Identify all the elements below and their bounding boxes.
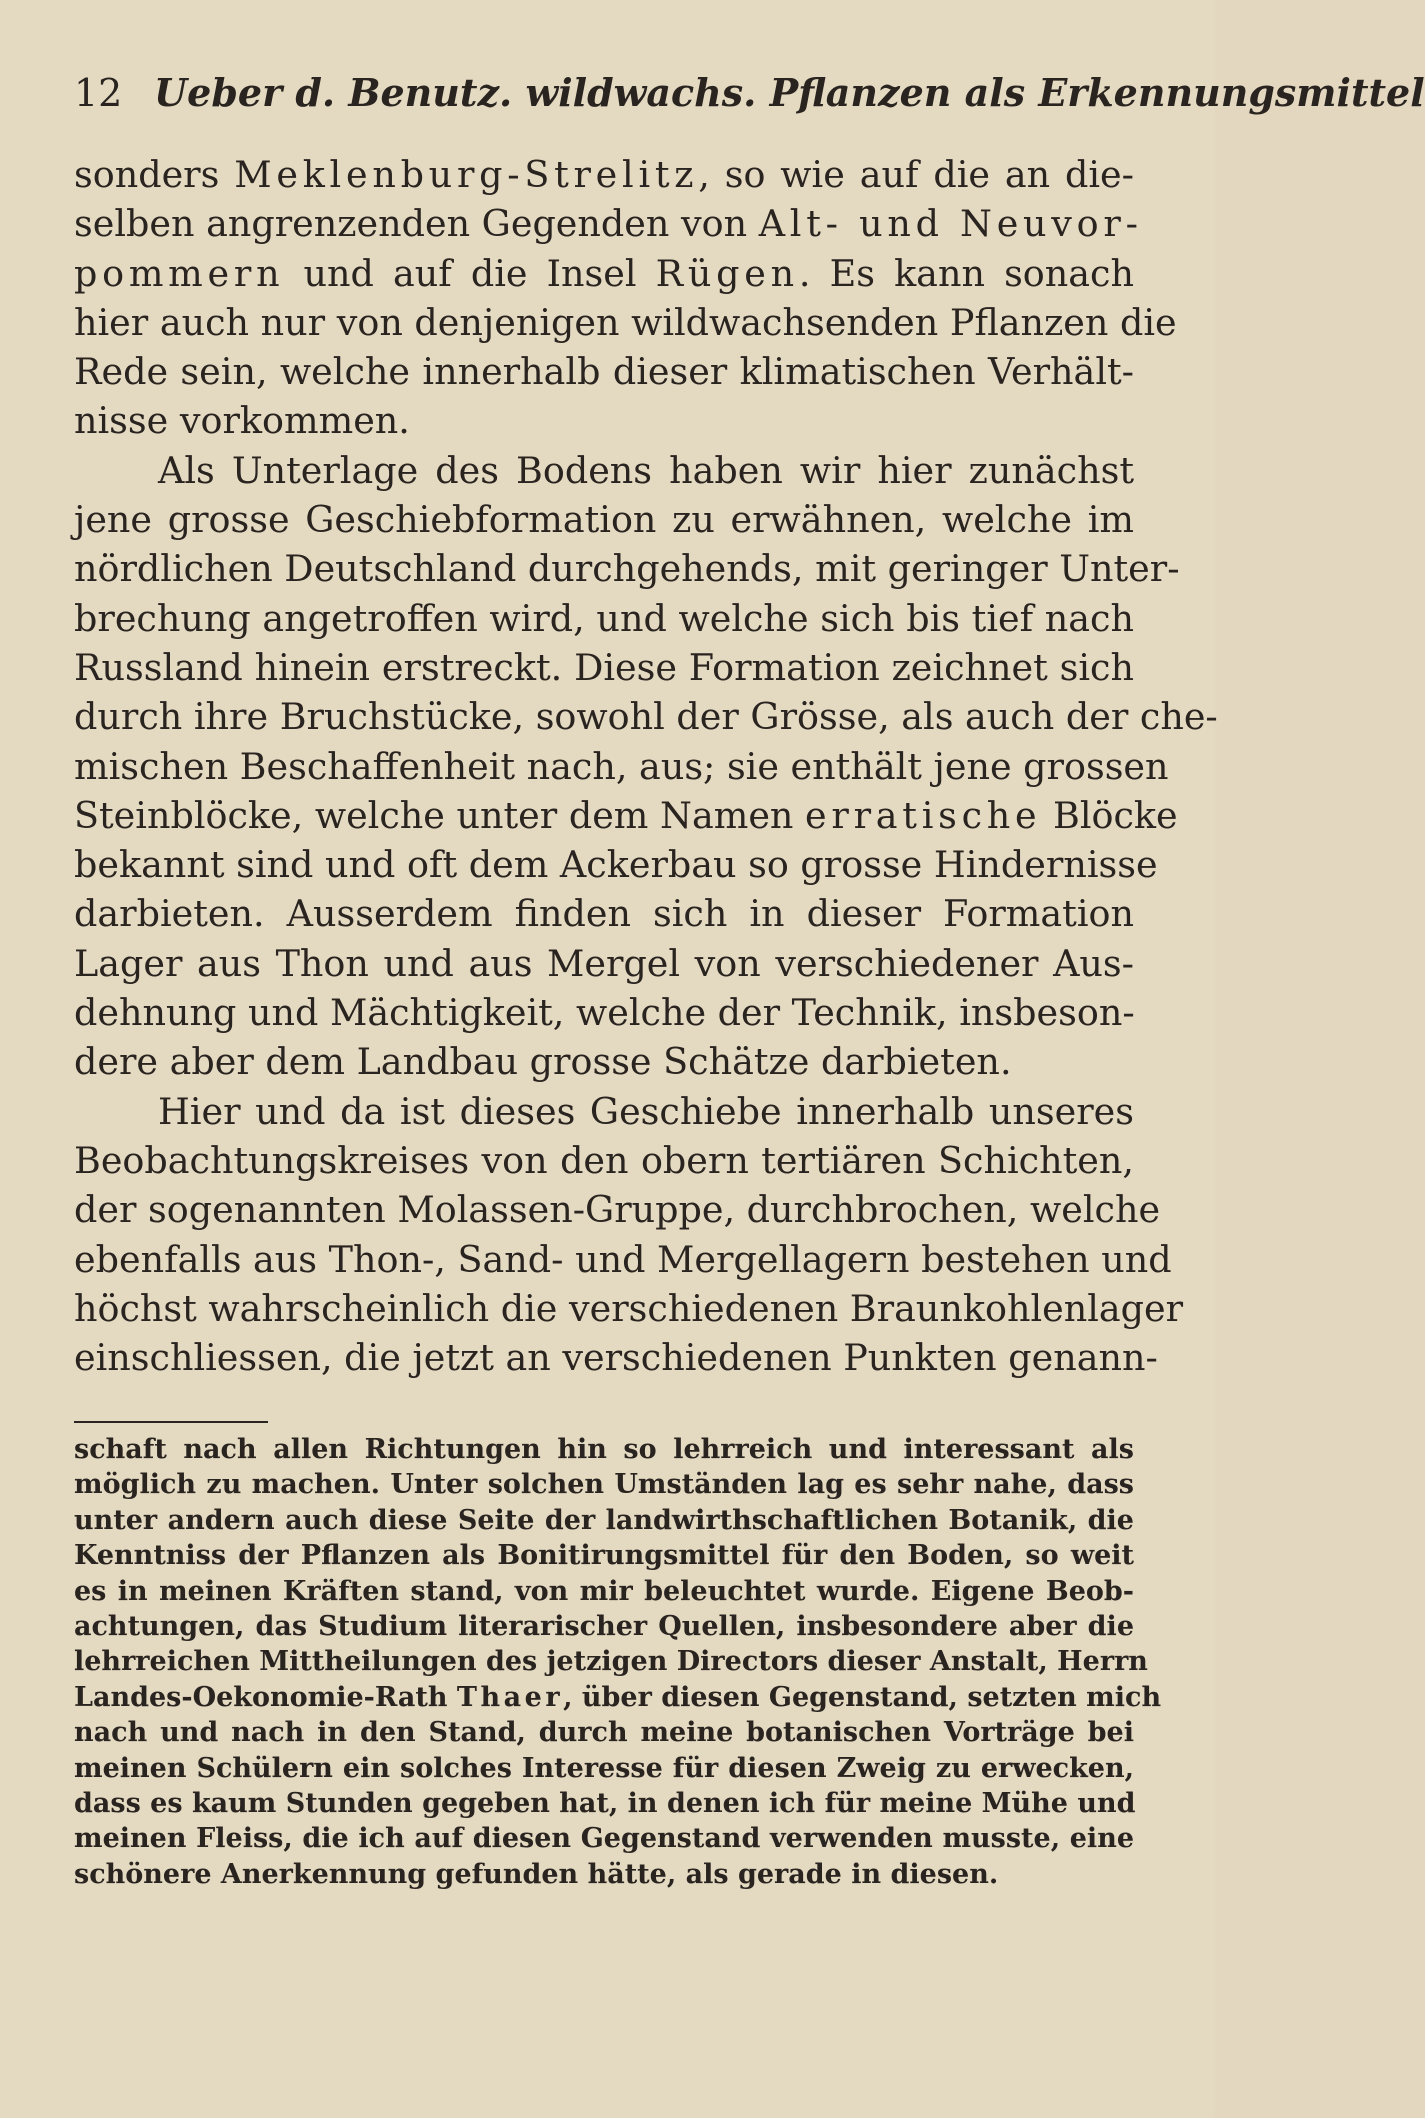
body-line: selben angrenzenden Gegenden von Alt- und Neuvor- — [74, 202, 1143, 246]
body-line: ebenfalls aus Thon-, Sand- und Mergellagern bestehen und — [74, 1237, 1172, 1281]
footnote-line: nach und nach in den Stand, durch meine botanischen Vorträge bei — [74, 1717, 1134, 1749]
footnote-line: achtungen, das Studium literarischer Quellen, insbesondere aber die — [74, 1610, 1134, 1642]
footnote-line: meinen Schülern ein solches Interesse für diesen Zweig zu erwecken, — [74, 1752, 1134, 1784]
body-line: Hier und da ist dieses Geschiebe innerhalb unseres — [158, 1089, 1134, 1133]
body-line: hier auch nur von denjenigen wildwachsenden Pflanzen die — [74, 300, 1177, 344]
footnote-rule — [74, 1421, 268, 1423]
running-title: Ueber d. Benutz. wildwachs. Pflanzen als Erkennungsmittel — [154, 70, 1425, 115]
body-text — [74, 150, 1218, 1382]
body-line: Als Unterlage des Bodens haben wir hier zunächst — [158, 448, 1134, 492]
footnote-line: es in meinen Kräften stand, von mir beleuchtet wurde. Eigene Beob- — [74, 1575, 1134, 1607]
page-number: 12 — [74, 71, 123, 115]
footnote-line: schaft nach allen Richtungen hin so lehrreich und interessant als — [74, 1434, 1134, 1465]
body-line: Beobachtungskreises von den obern tertiären Schichten, — [74, 1138, 1134, 1182]
body-line: Russland hinein erstreckt. Diese Formation zeichnet sich — [74, 645, 1134, 689]
body-line: jene grosse Geschiebformation zu erwähnen, welche im — [74, 498, 1134, 542]
body-line: pommern und auf die Insel Rügen. Es kann sonach — [74, 251, 1134, 295]
body-line: brechung angetroffen wird, und welche sich bis tief nach — [74, 596, 1134, 640]
body-line: durch ihre Bruchstücke, sowohl der Grösse, als auch der che- — [74, 695, 1218, 739]
body-line: der sogenannten Molassen-Gruppe, durchbrochen, welche — [74, 1188, 1161, 1232]
body-line: einschliessen, die jetzt an verschiedenen Punkten genann- — [74, 1336, 1158, 1380]
footnote-line: Landes-Oekonomie-Rath Thaer, über diesen Gegenstand, setzten mich — [74, 1681, 1162, 1713]
body-line: mischen Beschaffenheit nach, aus; sie enthält jene grossen — [74, 744, 1169, 788]
body-line: Lager aus Thon und aus Mergel von verschiedener Aus- — [74, 941, 1134, 985]
body-line: sonders Meklenburg-Strelitz, so wie auf die an die- — [74, 153, 1134, 196]
footnote-line: unter andern auch diese Seite der landwirthschaftlichen Botanik, die — [74, 1504, 1134, 1536]
page-header — [74, 68, 1425, 118]
body-line: bekannt sind und oft dem Ackerbau so grosse Hindernisse — [74, 843, 1158, 887]
footnote-line: schönere Anerkennung gefunden hätte, als gerade in diesen. — [74, 1858, 999, 1890]
body-line: Rede sein, welche innerhalb dieser klimatischen Verhält- — [74, 350, 1134, 394]
body-line: Steinblöcke, welche unter dem Namen erratische Blöcke — [74, 793, 1178, 837]
body-line: nisse vorkommen. — [74, 399, 410, 443]
footnote-line: meinen Fleiss, die ich auf diesen Gegenstand verwenden musste, eine — [74, 1823, 1134, 1855]
body-line: nördlichen Deutschland durchgehends, mit geringer Unter- — [74, 547, 1180, 591]
footnote-line: dass es kaum Stunden gegeben hat, in denen ich für meine Mühe und — [74, 1787, 1136, 1819]
footnote-line: Kenntniss der Pflanzen als Bonitirungsmittel für den Boden, so weit — [74, 1540, 1134, 1572]
footnote-line: lehrreichen Mittheilungen des jetzigen Directors dieser Anstalt, Herrn — [74, 1646, 1148, 1678]
footnote — [74, 1432, 1162, 1892]
body-line: höchst wahrscheinlich die verschiedenen Braunkohlenlager — [74, 1286, 1184, 1330]
body-line: darbieten. Ausserdem finden sich in dieser Formation — [74, 892, 1134, 936]
body-line: dere aber dem Landbau grosse Schätze darbieten. — [74, 1040, 1012, 1084]
footnote-line: möglich zu machen. Unter solchen Umständen lag es sehr nahe, dass — [74, 1469, 1134, 1501]
body-line: dehnung und Mächtigkeit, welche der Technik, insbeson- — [74, 991, 1135, 1035]
